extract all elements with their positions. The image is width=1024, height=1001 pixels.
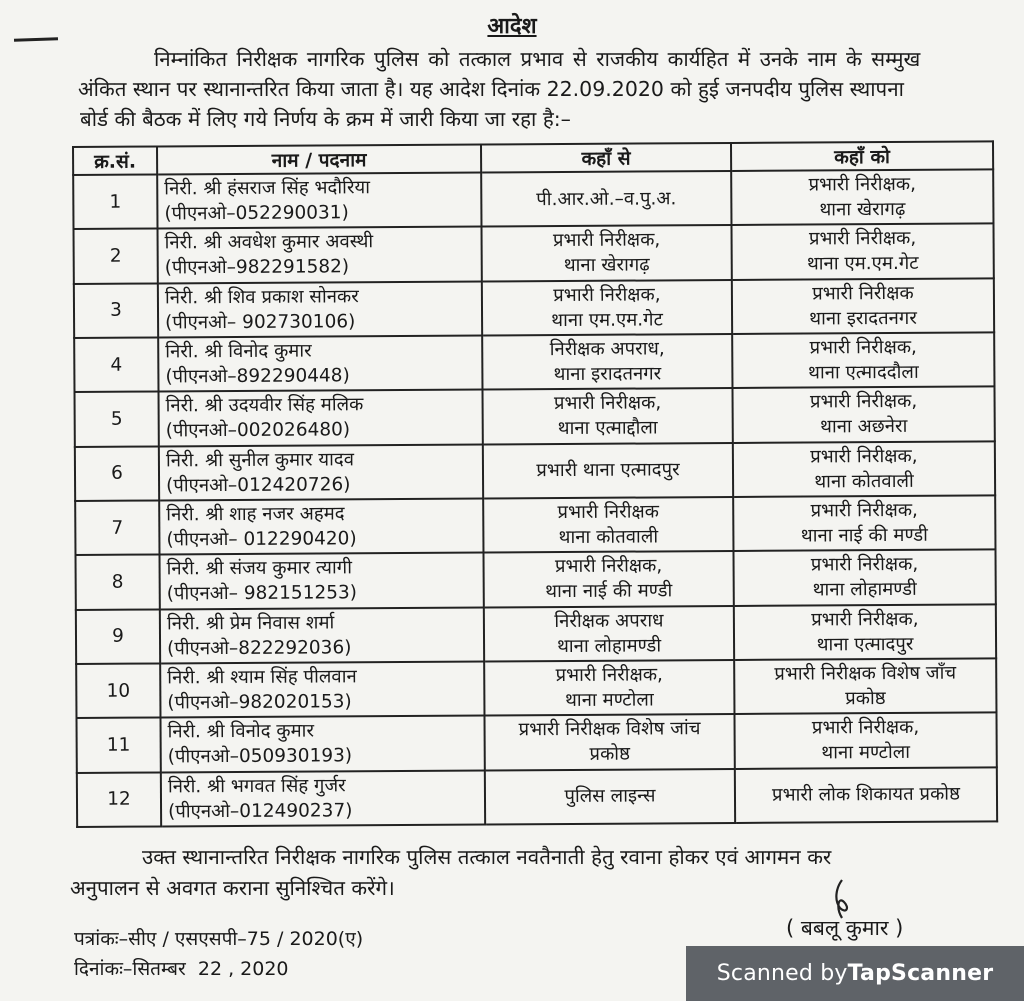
to-cell (732, 387, 994, 443)
row-serial: 5 (75, 392, 159, 447)
officer-cell (160, 716, 484, 772)
from-line-1: प्रभारी थाना एत्मादपुर (536, 459, 680, 482)
officer-pno: (पीएनओ–002026480) (165, 419, 351, 442)
header-from: कहाँ से (481, 143, 731, 173)
to-line-2: थाना एत्मादपुर (816, 633, 914, 656)
officer-pno: (पीएनओ– 012290420) (166, 528, 357, 551)
intro-line-2: अंकित स्थान पर स्थानान्तरित किया जाता है। यह आदेश दिनांक 22.09.2020 को हुई जनपदीय पुलिस स्थापना (78, 77, 904, 101)
to-line-2: थाना एम.एम.गेट (806, 253, 919, 275)
row-serial: 12 (77, 772, 161, 827)
to-line-1: प्रभारी निरीक्षक, (810, 499, 918, 522)
to-line-1: प्रभारी निरीक्षक, (810, 554, 919, 576)
table-row (74, 278, 994, 338)
from-cell (482, 388, 732, 444)
from-cell (482, 280, 732, 336)
table-row (77, 767, 997, 827)
officer-cell (159, 444, 483, 500)
closing-paragraph (70, 842, 831, 904)
to-cell (733, 441, 995, 497)
to-line-1: प्रभारी निरीक्षक, (811, 717, 920, 739)
table-row (76, 658, 996, 718)
officer-pno: (पीएनओ–892290448) (165, 365, 350, 388)
officer-pno: (पीएनओ–052290031) (164, 202, 349, 225)
reference-block (74, 924, 363, 984)
intro-line-3: बोर्ड की बैठक में लिए गये निर्णय के क्रम में जारी किया जा रहा है:– (80, 107, 571, 131)
header-name: नाम / पदनाम (157, 145, 481, 175)
from-line-1: प्रभारी निरीक्षक, (554, 555, 663, 578)
table-row (75, 387, 995, 447)
to-line-2: थाना खेरागढ़ (819, 199, 906, 221)
header-serial: क्र.सं. (73, 146, 157, 175)
table-row (74, 224, 994, 284)
intro-line-1: निम्नांकित निरीक्षक नागरिक पुलिस को तत्काल प्रभाव से राजकीय कार्यहित में उनके नाम के सम्मुख (154, 47, 921, 71)
table-row (73, 169, 993, 229)
from-cell (485, 769, 735, 825)
from-cell (484, 606, 734, 662)
officer-name: निरी. श्री सुनील कुमार यादव (165, 449, 355, 472)
from-line-2: थाना इरादतनगर (553, 363, 662, 386)
letter-date: दिनांकः–सितम्बर 22 , 2020 (74, 958, 289, 980)
officer-pno: (पीएनओ–822292036) (167, 637, 352, 660)
to-line-2: थाना अछनेरा (820, 416, 908, 438)
row-serial: 11 (76, 718, 160, 773)
to-line-1: प्रभारी निरीक्षक, (810, 445, 918, 468)
officer-name: निरी. श्री प्रेम निवास शर्मा (166, 612, 335, 635)
officer-name: निरी. श्री अवधेश कुमार अवस्थी (164, 231, 374, 254)
table-row (75, 495, 995, 555)
from-cell (483, 497, 733, 553)
from-line-1: पी.आर.ओ.–व.पु.अ. (536, 187, 677, 210)
officer-cell (160, 661, 484, 717)
from-cell (481, 171, 731, 227)
from-line-2: थाना एम.एम.गेट (551, 309, 663, 331)
to-cell (731, 224, 993, 280)
officer-name: निरी. श्री उदयवीर सिंह मलिक (165, 394, 364, 417)
from-cell (484, 714, 734, 770)
to-line-2: थाना लोहामण्डी (812, 579, 917, 601)
table-row (76, 550, 996, 610)
to-cell (732, 332, 994, 388)
officer-cell (160, 607, 484, 663)
from-line-2: थाना नाई की मण्डी (545, 580, 673, 603)
order-heading: आदेश (487, 14, 537, 39)
from-cell (482, 225, 732, 281)
row-serial: 9 (76, 609, 160, 664)
row-serial: 4 (74, 337, 158, 392)
from-cell (483, 551, 733, 607)
table-row (75, 441, 995, 501)
officer-pno: (पीएनओ– 982151253) (166, 582, 358, 605)
table-row (76, 713, 996, 773)
to-line-1: प्रभारी निरीक्षक, (808, 174, 916, 196)
officer-pno: (पीएनओ– 902730106) (165, 311, 356, 334)
officer-pno: (पीएनओ–982291582) (164, 256, 350, 279)
officer-cell (159, 498, 483, 554)
from-line-2: प्रकोष्ठ (589, 744, 631, 766)
from-line-2: थाना कोतवाली (558, 526, 659, 549)
header-to: कहाँ को (731, 141, 993, 171)
to-line-2: थाना मण्टोला (821, 742, 911, 764)
from-line-2: थाना खेरागढ़ (563, 254, 650, 277)
row-serial: 6 (75, 446, 159, 501)
watermark-prefix: Scanned by (716, 961, 848, 986)
row-serial: 7 (75, 500, 159, 555)
row-serial: 3 (74, 283, 158, 338)
from-line-2: थाना लोहामण्डी (556, 635, 662, 657)
officer-name: निरी. श्री विनोद कुमार (167, 720, 315, 743)
from-line-1: निरीक्षक अपराध, (549, 338, 665, 361)
row-serial: 10 (76, 663, 160, 718)
from-line-1: प्रभारी निरीक्षक, (552, 229, 661, 252)
transfer-table (72, 140, 998, 828)
to-line-1: प्रभारी निरीक्षक, (809, 391, 918, 413)
to-line-2: प्रकोष्ठ (845, 688, 886, 710)
row-serial: 1 (73, 174, 157, 229)
row-serial: 8 (76, 555, 160, 610)
officer-cell (159, 390, 483, 446)
watermark-brand: TapScanner (847, 961, 994, 986)
officer-pno: (पीएनओ–982020153) (167, 691, 352, 714)
to-line-2: थाना नाई की मण्डी (800, 524, 928, 547)
table-row (76, 604, 996, 664)
officer-pno: (पीएनओ–050930193) (167, 745, 353, 768)
officer-cell (158, 227, 482, 283)
to-line-1: प्रभारी निरीक्षक, (809, 336, 917, 359)
from-line-1: प्रभारी निरीक्षक, (553, 284, 661, 306)
to-line-2: थाना कोतवाली (814, 470, 914, 493)
to-cell (735, 767, 997, 823)
from-line-1: प्रभारी निरीक्षक, (553, 392, 662, 415)
to-line-1: प्रभारी निरीक्षक, (811, 608, 919, 631)
from-line-2: थाना मण्टोला (565, 689, 654, 712)
officer-cell (159, 553, 483, 609)
scanner-watermark (686, 946, 1024, 1001)
officer-name: निरी. श्री हंसराज सिंह भदौरिया (164, 177, 371, 200)
from-line-1: निरीक्षक अपराध (554, 610, 664, 632)
officer-name: निरी. श्री शाह नजर अहमद (166, 503, 345, 526)
to-line-2: थाना इरादतनगर (809, 307, 917, 330)
to-cell (732, 278, 994, 334)
letter-number: पत्रांकः–सीए / एसएसपी–75 / 2020(ए) (74, 928, 364, 950)
officer-name: निरी. श्री शिव प्रकाश सोनकर (164, 286, 359, 309)
from-line-1: प्रभारी निरीक्षक, (555, 664, 663, 687)
officer-name: निरी. श्री श्याम सिंह पीलवान (167, 666, 357, 689)
closing-line-2: अनुपालन से अवगत कराना सुनिश्चित करेंगे। (70, 876, 395, 900)
to-cell (734, 658, 996, 714)
to-line-1: प्रभारी निरीक्षक, (808, 228, 917, 250)
to-cell (734, 604, 996, 660)
officer-cell (157, 173, 481, 229)
officer-cell (158, 281, 482, 337)
closing-line-1: उक्त स्थानान्तरित निरीक्षक नागरिक पुलिस तत्काल नवतैनाती हेतु रवाना होकर एवं आगमन कर (142, 845, 832, 869)
table-row (74, 332, 994, 392)
from-line-1: प्रभारी निरीक्षक विशेष जांच (518, 718, 701, 741)
from-line-1: प्रभारी निरीक्षक (557, 501, 660, 524)
to-line-2: थाना एत्माददौला (808, 361, 919, 384)
officer-name: निरी. श्री विनोद कुमार (165, 340, 312, 363)
officer-name: निरी. श्री संजय कुमार त्यागी (166, 557, 353, 580)
from-cell (482, 334, 732, 390)
officer-name: निरी. श्री भगवत सिंह गुर्जर (167, 775, 346, 798)
to-cell (734, 713, 996, 769)
officer-cell (161, 770, 485, 826)
from-line-1: पुलिस लाइन्स (564, 785, 656, 808)
officer-cell (158, 335, 482, 391)
from-cell (484, 660, 734, 716)
to-cell (733, 495, 995, 551)
officer-pno: (पीएनओ–012490237) (168, 800, 353, 823)
to-cell (733, 550, 995, 606)
from-cell (483, 443, 733, 499)
to-line-1: प्रभारी निरीक्षक (812, 282, 914, 305)
signatory-name: ( बबलू कुमार ) (786, 916, 904, 940)
to-line-1: प्रभारी निरीक्षक विशेष जाँच (774, 662, 957, 685)
from-line-2: थाना एत्माद्दौला (557, 417, 658, 440)
to-line-1: प्रभारी लोक शिकायत प्रकोष्ठ (771, 783, 961, 807)
row-serial: 2 (74, 229, 158, 284)
officer-pno: (पीएनओ–012420726) (166, 474, 351, 497)
to-cell (731, 169, 993, 225)
